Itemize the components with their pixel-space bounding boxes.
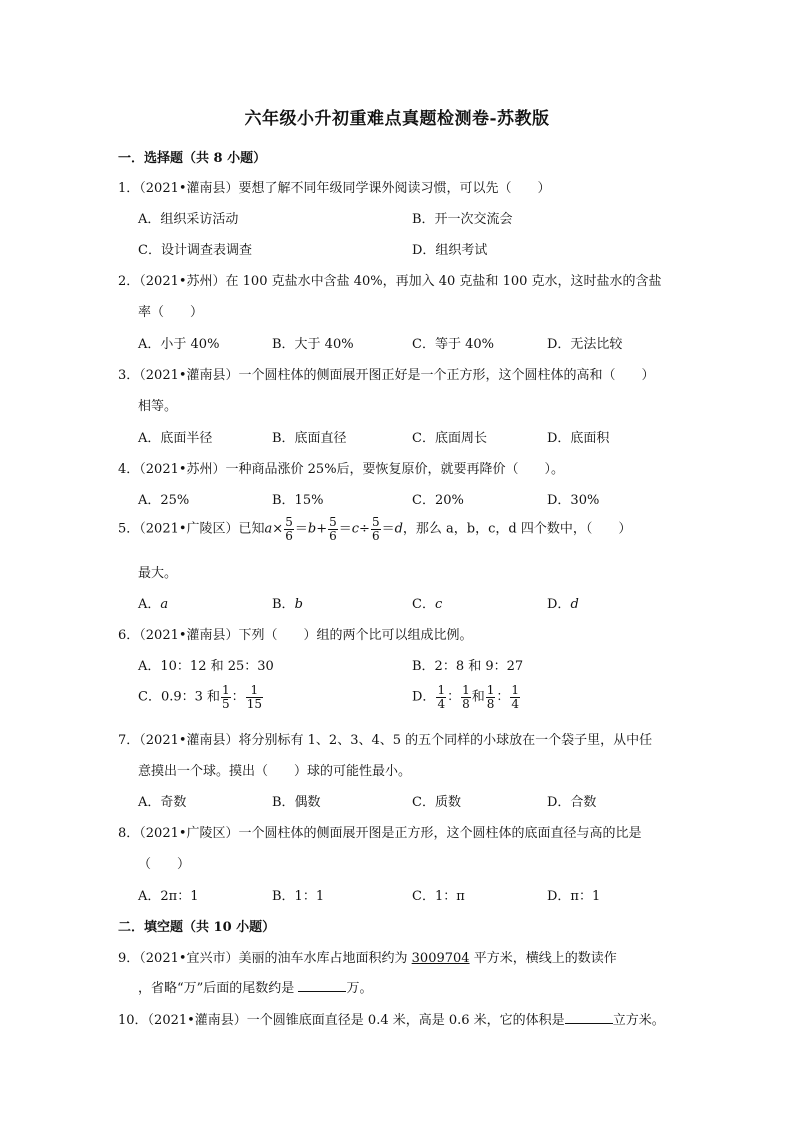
fraction-five-sixths [371, 516, 381, 542]
ratio-colon: ： [231, 689, 245, 705]
question-3-option-b: B．底面直径 [272, 431, 347, 446]
question-1-option-c: C．设计调查表调查 [138, 243, 252, 258]
fraction-denominator: 8 [486, 696, 495, 711]
ratio-colon: ： [447, 689, 461, 705]
fraction-numerator: 5 [285, 515, 293, 529]
question-9-continuation-text: ，省略“万”后面的尾数约是 [138, 981, 299, 996]
fraction-numerator: 1 [486, 683, 495, 697]
question-5-stem [118, 516, 631, 542]
question-2-option-b: B．大于 40% [272, 337, 354, 352]
underlined-number: 3009704 [411, 951, 470, 966]
answer-blank[interactable] [565, 1011, 613, 1024]
question-5-option-a [138, 593, 168, 612]
fraction-denominator: 6 [285, 528, 293, 543]
question-1-option-a: A．组织采访活动 [138, 212, 239, 227]
question-5-option-d [547, 593, 579, 612]
equals-sign: ＝ [294, 521, 308, 537]
question-5-option-b [272, 593, 303, 612]
fraction-numerator: 1 [462, 683, 470, 697]
option-value: a [160, 597, 169, 612]
question-5-option-c [412, 593, 442, 612]
equals-sign: ＝ [338, 521, 352, 537]
question-8-stem: 8．（2021•广陵区）一个圆柱体的侧面展开图是正方形，这个圆柱体的底面直径与高的比是 [118, 826, 642, 841]
fraction-numerator: 1 [222, 683, 230, 697]
section-heading-choice: 一．选择题（共 8 小题） [118, 151, 267, 166]
plus-sign: + [316, 521, 328, 537]
question-7-stem: 7．（2021•灌南县）将分别标有 1、2、3、4、5 的五个同样的小球放在一个袋子里，从中任 [118, 733, 653, 748]
fraction-numerator: 1 [511, 683, 520, 697]
question-5-prefix: 5．（2021•广陵区）已知 [118, 521, 265, 537]
fraction [436, 684, 446, 710]
question-5-continuation: 最大。 [138, 566, 178, 581]
fraction-numerator: 1 [437, 683, 446, 697]
question-4-option-d: D．30% [547, 493, 600, 508]
question-3-option-d: D．底面积 [547, 431, 610, 446]
equals-sign: ＝ [381, 521, 395, 537]
question-9-stem [118, 947, 617, 966]
fraction-denominator: 4 [511, 696, 520, 711]
fraction-denominator: 8 [462, 696, 470, 711]
option-d-prefix: D． [412, 689, 436, 705]
question-4-option-c: C．20% [412, 493, 464, 508]
question-3-option-a: A．底面半径 [138, 431, 213, 446]
fraction [461, 684, 471, 710]
and-word: 和 [471, 689, 485, 705]
question-10-unit: 立方米。 [612, 1013, 665, 1028]
question-9-suffix: 平方米，横线上的数读作 [469, 951, 617, 966]
question-1-option-d: D．组织考试 [412, 243, 488, 258]
question-8-option-a: A．2π：1 [138, 889, 199, 904]
ratio-colon: ： [496, 689, 510, 705]
question-9-continuation [138, 977, 372, 996]
question-6-option-d [412, 684, 521, 710]
question-6-option-c [138, 684, 264, 710]
question-8-option-c: C．1：π [412, 889, 465, 904]
question-4-option-b: B．15% [272, 493, 324, 508]
fraction [246, 684, 263, 710]
answer-blank[interactable] [298, 979, 346, 992]
question-9-prefix: 9．（2021•宜兴市）美丽的油车水库占地面积约为 [118, 951, 412, 966]
variable-d: d [394, 521, 403, 537]
question-5-suffix: ，那么 a，b，c，d 四个数中，（ ） [402, 521, 632, 537]
option-label: B． [272, 597, 295, 612]
fraction-numerator: 5 [329, 515, 337, 529]
variable-b: b [307, 521, 317, 537]
question-7-option-b: B．偶数 [272, 795, 321, 810]
question-3-continuation: 相等。 [138, 399, 178, 414]
option-label: C． [412, 597, 435, 612]
question-9-unit: 万。 [346, 981, 373, 996]
fraction-denominator: 5 [222, 696, 230, 711]
question-2-option-c: C．等于 40% [412, 337, 494, 352]
option-label: A． [138, 597, 161, 612]
times-sign: × [272, 521, 284, 537]
fraction-five-sixths [328, 516, 338, 542]
page-title: 六年级小升初重难点真题检测卷-苏教版 [244, 109, 550, 129]
section-heading-fill: 二．填空题（共 10 小题） [118, 920, 276, 935]
variable-a: a [264, 521, 273, 537]
question-8-option-d: D．π：1 [547, 889, 601, 904]
fraction-denominator: 15 [246, 696, 262, 711]
question-10-stem [118, 1009, 665, 1028]
question-6-option-b: B．2：8 和 9：27 [412, 659, 524, 674]
option-label: D． [547, 597, 571, 612]
question-2-stem: 2．（2021•苏州）在 100 克盐水中含盐 40%，再加入 40 克盐和 100 克水，这时盐水的含盐 [118, 274, 662, 289]
fraction-denominator: 6 [329, 528, 337, 543]
question-10-text: 10．（2021•灌南县）一个圆锥底面直径是 0.4 米，高是 0.6 米，它的体积是 [118, 1013, 565, 1028]
option-c-prefix: C．0.9：3 和 [138, 689, 221, 705]
question-8-continuation: （ ） [138, 857, 191, 872]
question-2-option-d: D．无法比较 [547, 337, 623, 352]
fraction [486, 684, 496, 710]
question-7-continuation: 意摸出一个球。摸出（ ）球的可能性最小。 [138, 764, 412, 779]
option-value: b [294, 597, 303, 612]
question-8-option-b: B．1：1 [272, 889, 325, 904]
question-1-stem: 1．（2021•灌南县）要想了解不同年级同学课外阅读习惯，可以先（ ） [118, 181, 551, 196]
question-4-stem: 4．（2021•苏州）一种商品涨价 25%后，要恢复原价，就要再降价（ ）。 [118, 462, 565, 477]
question-2-option-a: A．小于 40% [138, 337, 220, 352]
question-7-option-c: C．质数 [412, 795, 461, 810]
question-3-stem: 3．（2021•灌南县）一个圆柱体的侧面展开图正好是一个正方形，这个圆柱体的高和（ ） [118, 368, 655, 383]
fraction [221, 684, 231, 710]
fraction-denominator: 6 [371, 528, 380, 543]
fraction-numerator: 5 [371, 515, 380, 529]
option-value: d [570, 597, 579, 612]
fraction [510, 684, 520, 710]
question-7-option-a: A．奇数 [138, 795, 187, 810]
fraction-numerator: 1 [246, 684, 263, 698]
fraction-denominator: 4 [437, 696, 446, 711]
option-value: c [434, 597, 443, 612]
question-2-continuation: 率（ ） [138, 305, 204, 320]
question-1-option-b: B．开一次交流会 [412, 212, 513, 227]
fraction-five-sixths [284, 516, 294, 542]
question-3-option-c: C．底面周长 [412, 431, 487, 446]
question-7-option-d: D．合数 [547, 795, 597, 810]
question-6-option-a: A．10：12 和 25：30 [138, 659, 274, 674]
question-4-option-a: A．25% [138, 493, 190, 508]
variable-c: c [351, 521, 360, 537]
question-6-stem: 6．（2021•灌南县）下列（ ）组的两个比可以组成比例。 [118, 628, 473, 643]
divide-sign: ÷ [359, 521, 370, 537]
